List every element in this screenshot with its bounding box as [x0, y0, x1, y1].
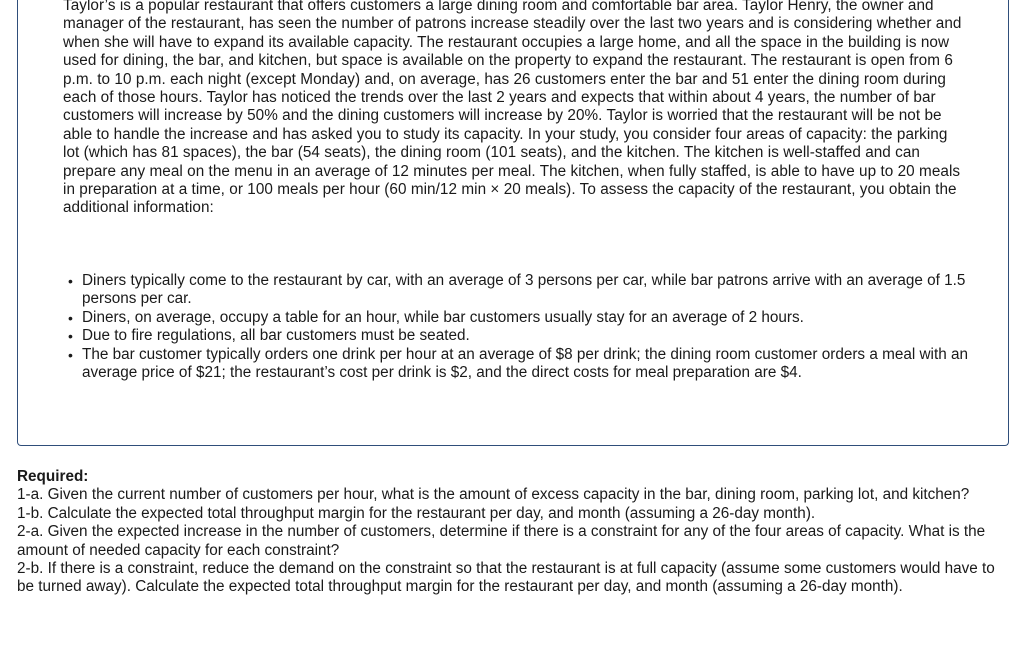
list-item: • Diners typically come to the restaurant by car, with an average of 3 persons per car, while bar patrons arrive with an average of 1.5 persons per car. [82, 272, 987, 309]
list-item: • Diners, on average, occupy a table for an hour, while bar customers usually stay for an average of 2 hours. [82, 309, 987, 327]
required-item-1b: 1-b. Calculate the expected total throughput margin for the restaurant per day, and month (assuming a 26-day month). [17, 504, 816, 522]
case-description-box [17, 0, 1009, 446]
required-item-2b: 2-b. If there is a constraint, reduce the demand on the constraint so that the restaurant is at full capacity (assume some customers would have to be turned away). Calculate the expected total throughput margin for the restaurant per day, and month (assuming a 26-day month). [17, 560, 995, 596]
list-item: • Due to fire regulations, all bar customers must be seated. [82, 327, 987, 345]
required-item-1a: 1-a. Given the current number of customers per hour, what is the amount of excess capacity in the bar, dining room, parking lot, and kitchen? [17, 486, 970, 504]
case-paragraph: Taylor’s is a popular restaurant that offers customers a large dining room and comfortable bar area. Taylor Henry, the owner and manager of the restaurant, has seen the number of patrons increase steadily over the last two years and is considering whether and when she will have to expand its available capacity. The restaurant occupies a large home, and all the space in the building is now used for dining, the bar, and kitchen, but space is available on the property to expand the restaurant. The restaurant is open from 6 p.m. to 10 p.m. each night (except Monday) and, on average, has 26 customers enter the bar and 51 enter the dining room during each of those hours. Taylor has noticed the trends over the last 2 years and expects that within about 4 years, the number of bar customers will increase by 50% and the dining customers will increase by 20%. Taylor is worried that the restaurant will be not be able to handle the increase and has asked you to study its capacity. In your study, you consider four areas of capacity: the parking lot (which has 81 spaces), the bar (54 seats), the dining room (101 seats), and the kitchen. The kitchen is well-staffed and can prepare any meal on the menu in an average of 12 minutes per meal. The kitchen, when fully staffed, is able to have up to 20 meals in preparation at a time, or 100 meals per hour (60 min/12 min × 20 meals). To assess the capacity of the restaurant, you obtain the additional information: [63, 0, 962, 217]
additional-info-list [63, 272, 987, 382]
required-heading: Required: [17, 468, 89, 485]
required-section [17, 468, 1012, 597]
required-item-2a: 2-a. Given the expected increase in the number of customers, determine if there is a constraint for any of the four areas of capacity. What is the amount of needed capacity for each constraint? [17, 523, 986, 559]
list-item: • The bar customer typically orders one drink per hour at an average of $8 per drink; the dining room customer orders a meal with an average price of $21; the restaurant’s cost per drink is $2, and the direct costs for meal preparation are $4. [82, 346, 987, 383]
